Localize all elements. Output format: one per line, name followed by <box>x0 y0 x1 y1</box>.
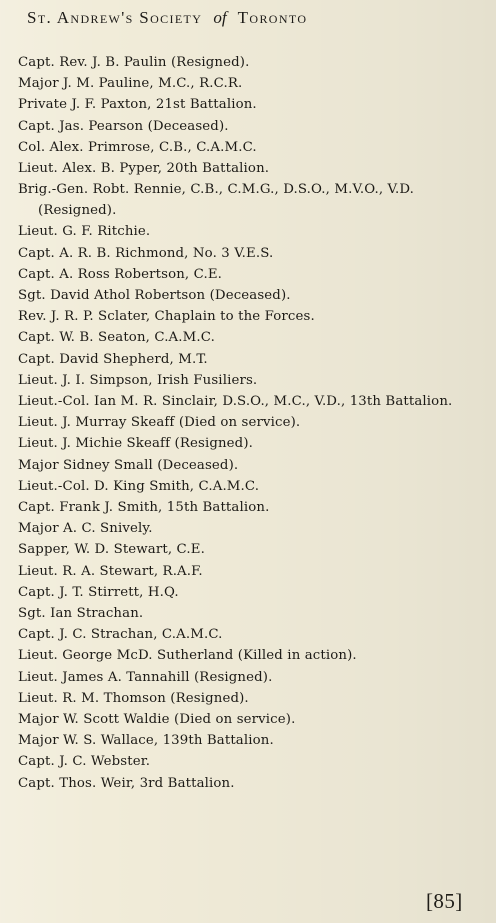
roster-entry: Lieut.-Col. D. King Smith, C.A.M.C. <box>18 478 260 494</box>
header-joiner: of <box>213 8 227 27</box>
roster-entry: Col. Alex. Primrose, C.B., C.A.M.C. <box>18 139 257 155</box>
roster-entry: Capt. J. T. Stirrett, H.Q. <box>18 584 179 600</box>
roster-entry: Lieut. Alex. B. Pyper, 20th Battalion. <box>18 161 270 177</box>
roster-entry: Lieut. James A. Tannahill (Resigned). <box>18 669 273 685</box>
roster-list <box>18 53 488 795</box>
roster-entry: Major J. M. Pauline, M.C., R.C.R. <box>18 76 243 92</box>
roster-entry: Lieut.-Col. Ian M. R. Sinclair, D.S.O., M.C., V.D., 13th Battalion. <box>18 393 453 409</box>
roster-entry: Capt. A. Ross Robertson, C.E. <box>18 266 223 282</box>
roster-entry: Lieut. J. Murray Skeaff (Died on service). <box>18 415 301 431</box>
roster-entry: Rev. J. R. P. Sclater, Chaplain to the Forces. <box>18 309 315 325</box>
roster-entry: Capt. W. B. Seaton, C.A.M.C. <box>18 330 215 346</box>
roster-entry: Sapper, W. D. Stewart, C.E. <box>18 542 205 558</box>
roster-entry: Lieut. J. I. Simpson, Irish Fusiliers. <box>18 372 258 388</box>
header-society-name: St. Andrew's Society <box>27 8 203 27</box>
roster-entry: Capt. Rev. J. B. Paulin (Resigned). <box>18 55 250 70</box>
roster-entry: Lieut. R. M. Thomson (Resigned). <box>18 690 249 706</box>
roster-entry: Lieut. G. F. Ritchie. <box>18 224 151 240</box>
roster-entry: Sgt. David Athol Robertson (Deceased). <box>18 287 291 303</box>
roster-entry: Capt. Thos. Weir, 3rd Battalion. <box>18 775 235 791</box>
roster-entry: Major Sidney Small (Deceased). <box>18 457 239 473</box>
header-city-name: Toronto <box>237 8 308 27</box>
roster-entry: Private J. F. Paxton, 21st Battalion. <box>18 97 257 113</box>
roster-entry: Brig.-Gen. Robt. Rennie, C.B., C.M.G., D.S.O., M.V.O., V.D. (Resigned). <box>18 182 414 219</box>
roster-entry: Capt. J. C. Strachan, C.A.M.C. <box>18 627 223 643</box>
roster-entry: Major A. C. Snively. <box>18 521 153 537</box>
roster-entry: Capt. A. R. B. Richmond, No. 3 V.E.S. <box>18 245 274 261</box>
roster-entry: Lieut. J. Michie Skeaff (Resigned). <box>18 436 253 452</box>
roster-entry: Major W. S. Wallace, 139th Battalion. <box>18 733 274 749</box>
page-number: [85] <box>426 889 463 913</box>
roster-entry: Capt. J. C. Webster. <box>18 754 151 770</box>
roster-entry: Lieut. George McD. Sutherland (Killed in action). <box>18 648 357 664</box>
roster-entry: Sgt. Ian Strachan. <box>18 605 144 621</box>
running-header <box>27 8 477 30</box>
roster-entry: Major W. Scott Waldie (Died on service). <box>18 712 296 727</box>
roster-entry: Capt. Jas. Pearson (Deceased). <box>18 118 229 134</box>
roster-entry: Capt. David Shepherd, M.T. <box>18 351 208 367</box>
roster-entry: Lieut. R. A. Stewart, R.A.F. <box>18 563 203 579</box>
roster-entry: Capt. Frank J. Smith, 15th Battalion. <box>18 499 270 515</box>
